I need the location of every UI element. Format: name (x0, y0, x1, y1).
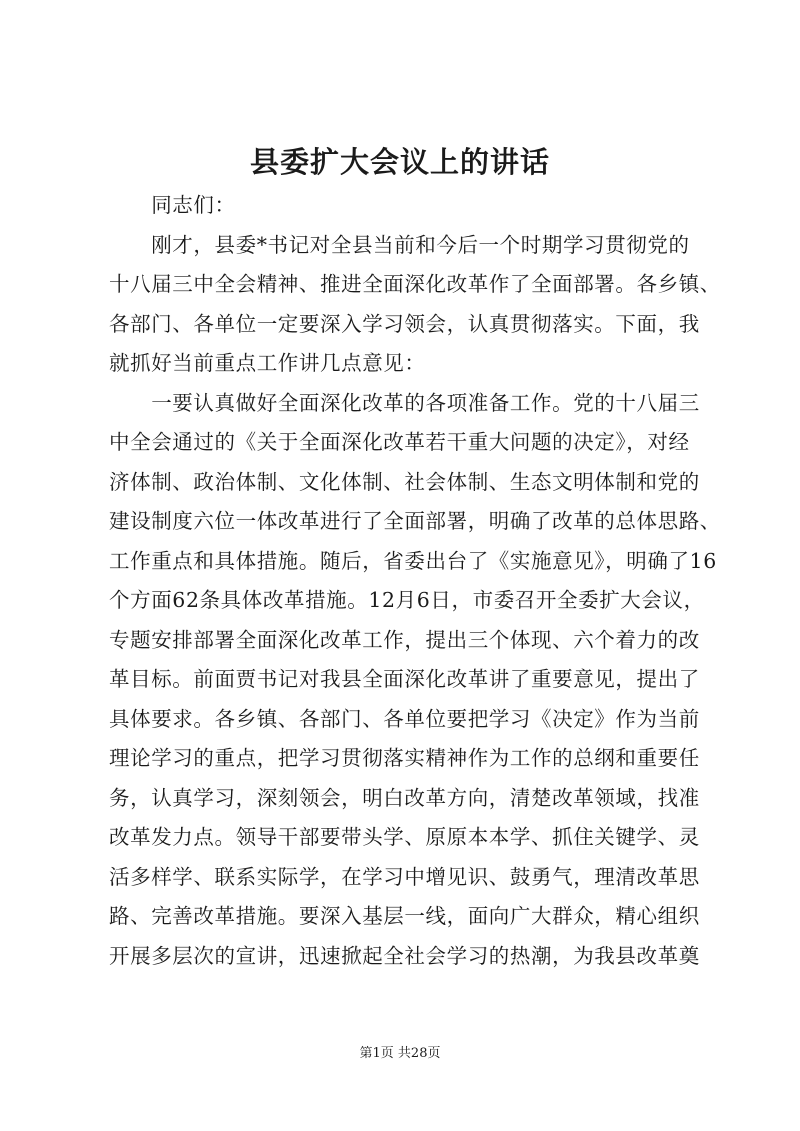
body-line: 活多样学、联系实际学，在学习中增见识、鼓勇气，理清改革思 (109, 865, 700, 889)
body-line: 刚才，县委*书记对全县当前和今后一个时期学习贯彻党的 (109, 233, 690, 257)
body-line: 工作重点和具体措施。随后，省委出台了《实施意见》，明确了16 (109, 549, 717, 573)
document-title: 县委扩大会议上的讲话 (249, 145, 550, 179)
body-line: 个方面62条具体改革措施。12月6日，市委召开全委扩大会议， (109, 588, 705, 612)
body-line: 就抓好当前重点工作讲几点意见： (109, 351, 426, 375)
body-line: 务，认真学习，深刻领会，明白改革方向，清楚改革领域，找准 (109, 786, 700, 810)
body-line: 建设制度六位一体改革进行了全面部署，明确了改革的总体思路、 (109, 509, 721, 533)
body-line: 路、完善改革措施。要深入基层一线，面向广大群众，精心组织 (109, 904, 700, 928)
body-line: 各部门、各单位一定要深入学习领会，认真贯彻落实。下面，我 (109, 312, 700, 336)
body-line: 济体制、政治体制、文化体制、社会体制、生态文明体制和党的 (109, 470, 700, 494)
body-line: 改革发力点。领导干部要带头学、原原本本学、抓住关键学、灵 (109, 825, 700, 849)
body-line: 专题安排部署全面深化改革工作，提出三个体现、六个着力的改 (109, 628, 700, 652)
body-line: 中全会通过的《关于全面深化改革若干重大问题的决定》，对经 (109, 430, 690, 454)
body-line: 开展多层次的宣讲，迅速掀起全社会学习的热潮，为我县改革奠 (109, 944, 700, 968)
body-line: 革目标。前面贾书记对我县全面深化改革讲了重要意见，提出了 (109, 667, 700, 691)
body-line: 十八届三中全会精神、推进全面深化改革作了全面部署。各乡镇、 (109, 272, 721, 296)
body-line: 理论学习的重点，把学习贯彻落实精神作为工作的总纲和重要任 (109, 746, 700, 770)
body-line: 一要认真做好全面深化改革的各项准备工作。党的十八届三 (109, 391, 700, 415)
page-footer: 第1页 共28页 (359, 1046, 441, 1061)
body-line: 同志们： (109, 193, 236, 217)
body-line: 具体要求。各乡镇、各部门、各单位要把学习《决定》作为当前 (109, 707, 700, 731)
